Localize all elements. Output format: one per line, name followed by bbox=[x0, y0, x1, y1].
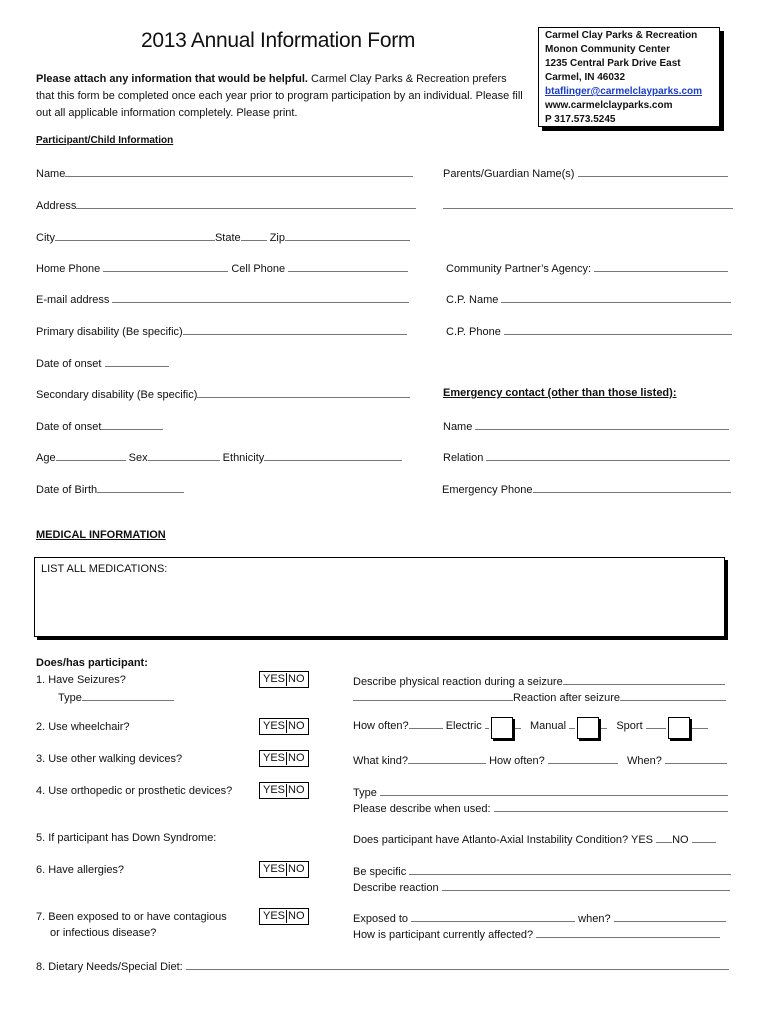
q1-label: 1. Have Seizures? bbox=[36, 674, 126, 686]
q2-manual-checkbox[interactable] bbox=[577, 717, 599, 739]
state-label: State bbox=[214, 232, 241, 244]
q7-exposed-field[interactable] bbox=[411, 911, 575, 922]
onset2-label: Date of onset bbox=[36, 421, 102, 433]
secondary-disability-row bbox=[36, 387, 410, 401]
q2-no[interactable]: NO bbox=[288, 720, 305, 732]
q6-reaction-row bbox=[353, 880, 730, 894]
org-street: 1235 Central Park Drive East bbox=[545, 58, 681, 69]
parents-field-2[interactable] bbox=[443, 198, 733, 209]
q5-no-field[interactable] bbox=[692, 832, 716, 843]
onset-field[interactable] bbox=[105, 356, 169, 367]
city-label: City bbox=[36, 232, 55, 244]
ethnicity-label: Ethnicity bbox=[222, 452, 265, 464]
relation-label: Relation bbox=[443, 452, 484, 464]
onset-row bbox=[36, 356, 169, 370]
secondary-disability-field[interactable] bbox=[197, 387, 410, 398]
dob-label: Date of Birth bbox=[36, 484, 98, 496]
parents-field[interactable] bbox=[578, 166, 728, 177]
cp-name-field[interactable] bbox=[501, 292, 731, 303]
q5-atlanto-label: Does participant have Atlanto-Axial Instability Condition? YES bbox=[353, 834, 654, 846]
q2-how-often-field[interactable] bbox=[409, 718, 443, 729]
phone-row bbox=[36, 261, 408, 275]
cp-name-row bbox=[446, 292, 731, 306]
q4-describe-row bbox=[353, 801, 728, 815]
q4-describe-label: Please describe when used: bbox=[353, 803, 491, 815]
q1-reaction-field-2[interactable] bbox=[353, 690, 513, 701]
q1-yes[interactable]: YES bbox=[263, 673, 286, 685]
cell-phone-label: Cell Phone bbox=[231, 263, 286, 275]
primary-disability-row bbox=[36, 324, 407, 338]
q4-type-row bbox=[353, 785, 728, 799]
q5-no-label: NO bbox=[672, 834, 689, 846]
zip-field[interactable] bbox=[285, 230, 410, 241]
q4-yes-no[interactable] bbox=[259, 782, 309, 799]
q2-yes[interactable]: YES bbox=[263, 720, 286, 732]
org-email-link[interactable]: btaflinger@carmelclayparks.com bbox=[545, 86, 703, 97]
q4-type-label: Type bbox=[353, 787, 377, 799]
q7-label: 7. Been exposed to or have contagious bbox=[36, 911, 227, 923]
q3-how-often-field[interactable] bbox=[548, 753, 618, 764]
q3-yes[interactable]: YES bbox=[263, 752, 286, 764]
q6-yes-no[interactable] bbox=[259, 861, 309, 878]
q1-after-field[interactable] bbox=[620, 690, 726, 701]
q2-electric-label: Electric bbox=[445, 720, 482, 732]
q3-kind-field[interactable] bbox=[408, 753, 486, 764]
age-label: Age bbox=[36, 452, 56, 464]
secondary-disability-label: Secondary disability (Be specific) bbox=[36, 389, 198, 401]
intro-rest: Carmel Clay Parks & Recreation prefers that this form be completed once each year prior to program participation by an individual. Please fill out all applicable information completely. Please print. bbox=[36, 73, 523, 119]
em-name-label: Name bbox=[443, 421, 473, 433]
city-row bbox=[36, 230, 410, 244]
q6-reaction-label: Describe reaction bbox=[353, 882, 439, 894]
address-row bbox=[36, 198, 416, 212]
zip-label: Zip bbox=[269, 232, 285, 244]
medications-box[interactable] bbox=[34, 557, 725, 637]
q6-specific-row bbox=[353, 864, 731, 878]
q8-label: 8. Dietary Needs/Special Diet: bbox=[36, 961, 183, 973]
city-field[interactable] bbox=[55, 230, 215, 241]
q7-yes[interactable]: YES bbox=[263, 910, 286, 922]
q7-affected-field[interactable] bbox=[536, 927, 720, 938]
q4-no[interactable]: NO bbox=[288, 784, 305, 796]
home-phone-field[interactable] bbox=[103, 261, 228, 272]
address-field[interactable] bbox=[76, 198, 416, 209]
dob-row bbox=[36, 482, 184, 496]
sex-field[interactable] bbox=[148, 450, 220, 461]
parents-row bbox=[443, 166, 728, 180]
q3-when-field[interactable] bbox=[665, 753, 727, 764]
q1-reaction-row bbox=[353, 674, 725, 688]
q1-no[interactable]: NO bbox=[288, 673, 305, 685]
q3-when-label: When? bbox=[626, 755, 662, 767]
onset2-field[interactable] bbox=[101, 419, 163, 430]
q4-label: 4. Use orthopedic or prosthetic devices? bbox=[36, 785, 233, 797]
participant-heading: Participant/Child Information bbox=[36, 135, 174, 146]
q1-type-field[interactable] bbox=[82, 690, 174, 701]
partner-row bbox=[446, 261, 728, 275]
home-phone-label: Home Phone bbox=[36, 263, 101, 275]
emergency-heading: Emergency contact (other than those listed): bbox=[443, 387, 677, 399]
q1-after-row bbox=[353, 690, 726, 704]
org-center: Monon Community Center bbox=[545, 44, 670, 55]
q7-exposed-row bbox=[353, 911, 726, 925]
q4-yes[interactable]: YES bbox=[263, 784, 286, 796]
q4-type-field[interactable] bbox=[380, 785, 728, 796]
q1-yes-no[interactable] bbox=[259, 671, 309, 688]
q3-how-often-label: How often? bbox=[489, 755, 545, 767]
q6-label: 6. Have allergies? bbox=[36, 864, 125, 876]
q7-yes-no[interactable] bbox=[259, 908, 309, 925]
q2-electric-checkbox[interactable] bbox=[491, 717, 513, 739]
sex-label: Sex bbox=[128, 452, 148, 464]
em-name-field[interactable] bbox=[475, 419, 729, 430]
q6-specific-label: Be specific bbox=[353, 866, 407, 878]
age-field[interactable] bbox=[56, 450, 126, 461]
email-label: E-mail address bbox=[36, 294, 110, 306]
medications-label: LIST ALL MEDICATIONS: bbox=[41, 563, 168, 575]
q6-no[interactable]: NO bbox=[288, 863, 305, 875]
name-row bbox=[36, 166, 413, 180]
parents-row-2 bbox=[443, 198, 733, 212]
q6-specific-field[interactable] bbox=[409, 864, 731, 875]
em-phone-row bbox=[442, 482, 731, 496]
q7-affected-label: How is participant currently affected? bbox=[353, 929, 534, 941]
cp-phone-row bbox=[446, 324, 732, 338]
relation-row bbox=[443, 450, 730, 464]
org-city: Carmel, IN 46032 bbox=[545, 72, 626, 83]
q2-sport-checkbox[interactable] bbox=[668, 717, 690, 739]
q3-yes-no[interactable] bbox=[259, 750, 309, 767]
email-row bbox=[36, 292, 409, 306]
q2-details-row bbox=[353, 713, 708, 739]
onset-label: Date of onset bbox=[36, 358, 102, 370]
em-name-row bbox=[443, 419, 729, 433]
q7-when-field[interactable] bbox=[614, 911, 726, 922]
q2-manual-label: Manual bbox=[530, 720, 567, 732]
q2-label: 2. Use wheelchair? bbox=[36, 721, 130, 733]
cp-phone-label: C.P. Phone bbox=[446, 326, 501, 338]
org-website: www.carmelclayparks.com bbox=[545, 100, 673, 111]
primary-disability-field[interactable] bbox=[183, 324, 407, 335]
q7-exposed-label: Exposed to bbox=[353, 913, 409, 925]
intro-text bbox=[36, 71, 526, 122]
partner-agency-label: Community Partner’s Agency: bbox=[446, 263, 592, 275]
q1-after-label: Reaction after seizure bbox=[513, 692, 620, 704]
partner-agency-field[interactable] bbox=[594, 261, 728, 272]
q3-details-row bbox=[353, 753, 727, 767]
org-phone: P 317.573.5245 bbox=[545, 114, 616, 125]
q1-type-label: Type bbox=[58, 692, 82, 704]
q2-sport-label: Sport bbox=[616, 720, 643, 732]
name-field[interactable] bbox=[65, 166, 413, 177]
q1-reaction-field[interactable] bbox=[563, 674, 725, 685]
does-has-label: Does/has participant: bbox=[36, 657, 148, 669]
dob-field[interactable] bbox=[97, 482, 184, 493]
q7-no[interactable]: NO bbox=[288, 910, 305, 922]
em-phone-label: Emergency Phone bbox=[442, 484, 533, 496]
q8-field[interactable] bbox=[186, 959, 729, 970]
org-contact-box bbox=[538, 27, 720, 127]
q4-describe-field[interactable] bbox=[494, 801, 728, 812]
onset2-row bbox=[36, 419, 163, 433]
parents-label: Parents/Guardian Name(s) bbox=[443, 168, 575, 180]
q1-type-row bbox=[58, 690, 174, 704]
form-title: 2013 Annual Information Form bbox=[141, 29, 416, 52]
primary-disability-label: Primary disability (Be specific) bbox=[36, 326, 183, 338]
em-phone-field[interactable] bbox=[533, 482, 731, 493]
q5-atlanto-row bbox=[353, 832, 716, 846]
q7-when-label: when? bbox=[578, 913, 611, 925]
cp-phone-field[interactable] bbox=[504, 324, 732, 335]
email-field[interactable] bbox=[112, 292, 409, 303]
q6-reaction-field[interactable] bbox=[442, 880, 730, 891]
medical-heading: MEDICAL INFORMATION bbox=[36, 529, 166, 541]
q7-affected-row bbox=[353, 927, 720, 941]
ethnicity-field[interactable] bbox=[264, 450, 402, 461]
q3-label: 3. Use other walking devices? bbox=[36, 753, 183, 765]
q7-label-2: or infectious disease? bbox=[50, 927, 157, 939]
q5-label: 5. If participant has Down Syndrome: bbox=[36, 832, 217, 844]
address-label: Address bbox=[36, 200, 77, 212]
q3-kind-label: What kind? bbox=[353, 755, 409, 767]
q5-yes-field[interactable] bbox=[656, 832, 672, 843]
name-label: Name bbox=[36, 168, 66, 180]
q2-yes-no[interactable] bbox=[259, 718, 309, 735]
state-field[interactable] bbox=[241, 230, 267, 241]
relation-field[interactable] bbox=[486, 450, 730, 461]
intro-bold: Please attach any information that would be helpful. bbox=[36, 73, 308, 85]
q1-reaction-label: Describe physical reaction during a seizure bbox=[353, 676, 563, 688]
q8-row bbox=[36, 959, 729, 973]
age-row bbox=[36, 450, 402, 464]
q2-how-often-label: How often? bbox=[353, 720, 409, 732]
q3-no[interactable]: NO bbox=[288, 752, 305, 764]
org-name: Carmel Clay Parks & Recreation bbox=[545, 30, 698, 41]
q6-yes[interactable]: YES bbox=[263, 863, 286, 875]
cp-name-label: C.P. Name bbox=[446, 294, 499, 306]
cell-phone-field[interactable] bbox=[288, 261, 408, 272]
